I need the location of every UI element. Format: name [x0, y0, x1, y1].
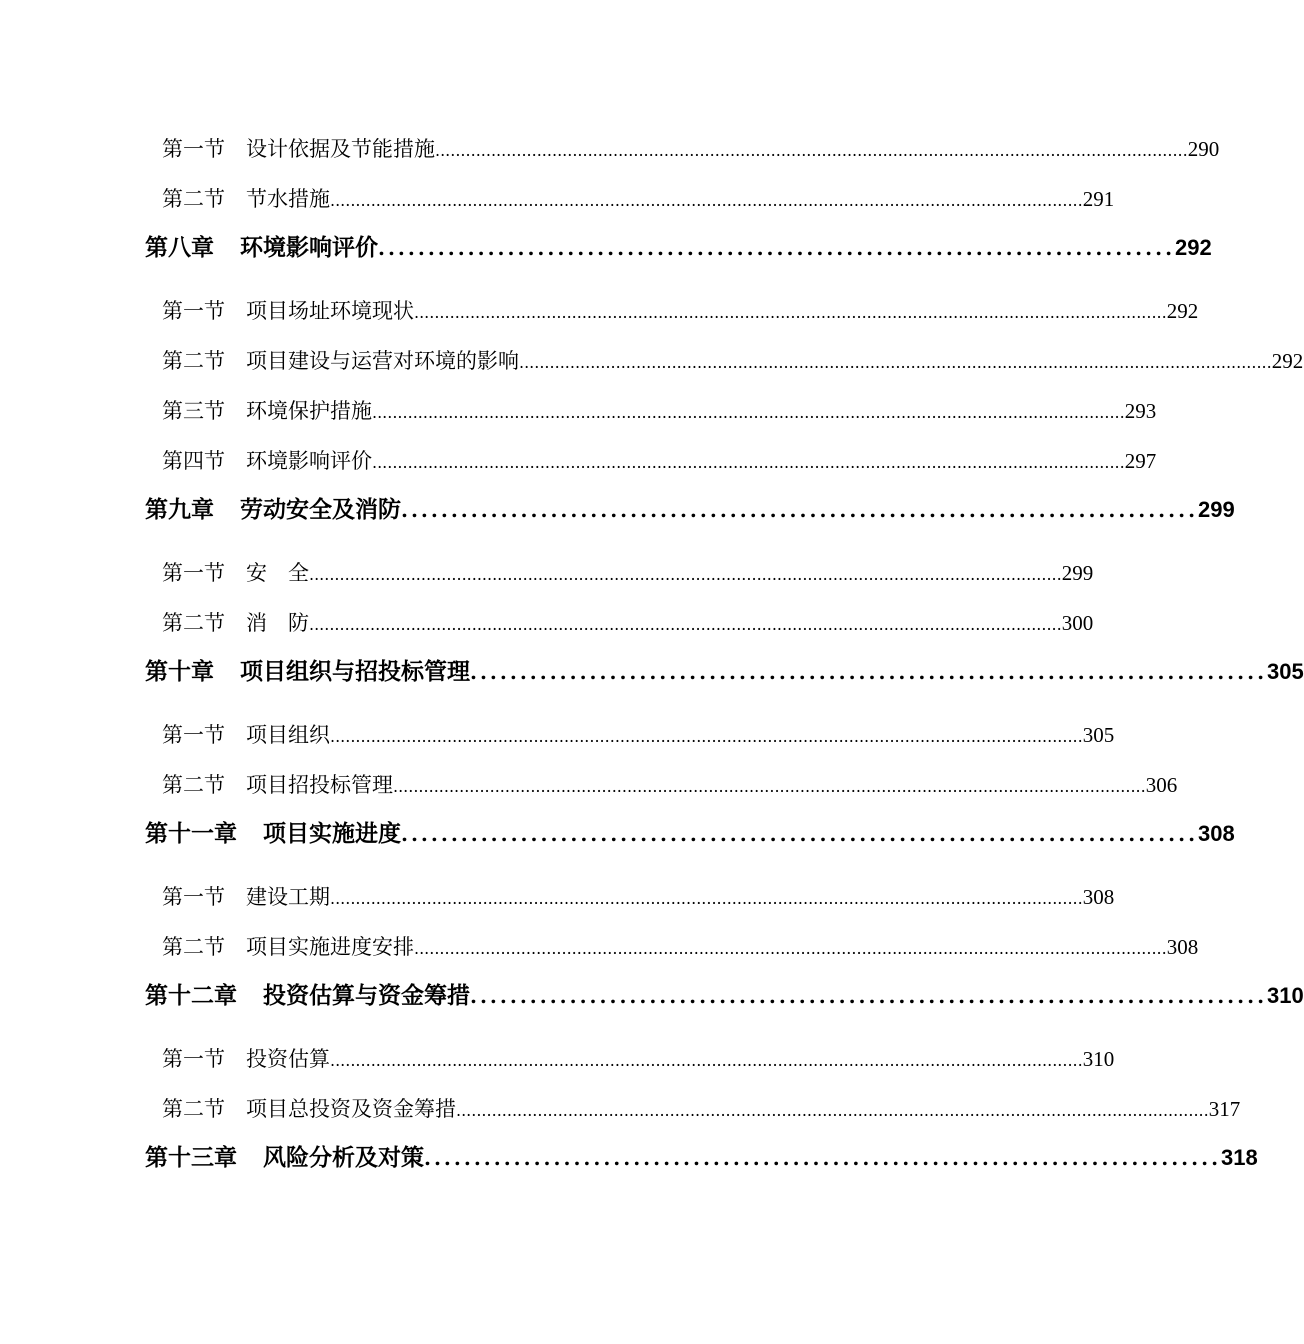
toc-entry-chapter[interactable]: [145, 817, 1235, 851]
section-title: 消 防: [246, 611, 309, 635]
chapter-title: 风险分析及对策: [263, 1144, 424, 1171]
page-number: 308: [1166, 935, 1199, 959]
section-number: 第二节: [162, 935, 225, 959]
toc-entry-section[interactable]: [162, 1044, 1115, 1074]
dot-leader: ....................................................................................................................................................: [309, 615, 1062, 634]
section-title: 建设工期: [246, 885, 330, 909]
dot-leader: ....................................................................................................................................................: [372, 403, 1125, 422]
chapter-title: 环境影响评价: [240, 234, 378, 261]
dot-leader: ................................................................................: [378, 236, 1176, 260]
page-number: 317: [1208, 1097, 1241, 1121]
dot-leader: ....................................................................................................................................................: [330, 1051, 1083, 1070]
section-title: 节水措施: [246, 187, 330, 211]
section-number: 第三节: [162, 399, 225, 423]
section-number: 第二节: [162, 187, 225, 211]
dot-leader: ....................................................................................................................................................: [456, 1101, 1209, 1120]
toc-entry-chapter[interactable]: [145, 979, 1304, 1013]
dot-leader: ................................................................................: [470, 660, 1268, 684]
page-number: 299: [1061, 561, 1094, 585]
toc-entry-label: [162, 608, 309, 638]
section-title: 项目场址环境现状: [246, 299, 414, 323]
page-number: 306: [1145, 773, 1178, 797]
section-title: 项目招投标管理: [246, 773, 393, 797]
dot-leader: ....................................................................................................................................................: [330, 727, 1083, 746]
page-number: 291: [1082, 187, 1115, 211]
toc-entry-label: [162, 770, 393, 800]
page-number: 318: [1221, 1145, 1258, 1170]
section-number: 第一节: [162, 561, 225, 585]
page-number: 292: [1271, 349, 1304, 373]
toc-entry-section[interactable]: [162, 720, 1115, 750]
page-number: 297: [1124, 449, 1157, 473]
page-number: 310: [1082, 1047, 1115, 1071]
toc-entry-label: [162, 396, 372, 426]
section-title: 环境影响评价: [246, 449, 372, 473]
chapter-number: 第十三章: [145, 1144, 237, 1171]
toc-entry-section[interactable]: [162, 184, 1115, 214]
dot-leader: ....................................................................................................................................................: [414, 303, 1167, 322]
toc-entry-section[interactable]: [162, 346, 1304, 376]
page-number: 292: [1175, 235, 1212, 260]
chapter-number: 第十二章: [145, 982, 237, 1009]
section-number: 第二节: [162, 349, 225, 373]
toc-entry-label: [162, 932, 414, 962]
section-number: 第一节: [162, 299, 225, 323]
toc-entry-section[interactable]: [162, 396, 1157, 426]
section-title: 设计依据及节能措施: [246, 137, 435, 161]
chapter-title: 项目组织与招投标管理: [240, 658, 470, 685]
section-number: 第一节: [162, 137, 225, 161]
section-number: 第二节: [162, 773, 225, 797]
dot-leader: ....................................................................................................................................................: [372, 453, 1125, 472]
dot-leader: ................................................................................: [424, 1146, 1222, 1170]
toc-entry-section[interactable]: [162, 134, 1220, 164]
toc-entry-label: [162, 558, 309, 588]
page-number: 293: [1124, 399, 1157, 423]
toc-entry-chapter[interactable]: [145, 231, 1212, 265]
toc-entry-label: [145, 979, 470, 1013]
toc-entry-section[interactable]: [162, 296, 1199, 326]
section-title: 项目实施进度安排: [246, 935, 414, 959]
page-number: 290: [1187, 137, 1220, 161]
toc-entry-section[interactable]: [162, 558, 1094, 588]
chapter-number: 第十章: [145, 658, 214, 685]
section-title: 安 全: [246, 561, 309, 585]
toc-entry-label: [162, 134, 435, 164]
dot-leader: ................................................................................: [401, 822, 1199, 846]
toc-entry-label: [162, 1094, 456, 1124]
dot-leader: ....................................................................................................................................................: [519, 353, 1272, 372]
dot-leader: ................................................................................: [401, 498, 1199, 522]
section-title: 项目建设与运营对环境的影响: [246, 349, 519, 373]
page-number: 310: [1267, 983, 1304, 1008]
chapter-number: 第九章: [145, 496, 214, 523]
dot-leader: ....................................................................................................................................................: [330, 889, 1083, 908]
section-title: 项目总投资及资金筹措: [246, 1097, 456, 1121]
page-number: 305: [1267, 659, 1304, 684]
toc-entry-section[interactable]: [162, 770, 1178, 800]
page-number: 299: [1198, 497, 1235, 522]
dot-leader: ....................................................................................................................................................: [414, 939, 1167, 958]
toc-entry-label: [145, 817, 401, 851]
toc-entry-chapter[interactable]: [145, 655, 1304, 689]
toc-entry-label: [145, 655, 470, 689]
toc-entry-section[interactable]: [162, 608, 1094, 638]
toc-entry-chapter[interactable]: [145, 493, 1235, 527]
toc-entry-label: [145, 493, 401, 527]
chapter-title: 项目实施进度: [263, 820, 401, 847]
toc-entry-label: [162, 1044, 330, 1074]
page-number: 308: [1082, 885, 1115, 909]
toc-entry-section[interactable]: [162, 932, 1199, 962]
toc-entry-chapter[interactable]: [145, 1141, 1258, 1175]
toc-entry-label: [162, 446, 372, 476]
page-number: 300: [1061, 611, 1094, 635]
toc-entry-section[interactable]: [162, 446, 1157, 476]
toc-entry-label: [145, 231, 378, 265]
section-title: 项目组织: [246, 723, 330, 747]
dot-leader: ................................................................................: [470, 984, 1268, 1008]
toc-entry-section[interactable]: [162, 1094, 1241, 1124]
section-number: 第一节: [162, 1047, 225, 1071]
section-number: 第二节: [162, 611, 225, 635]
chapter-title: 劳动安全及消防: [240, 496, 401, 523]
toc-entry-label: [162, 346, 519, 376]
section-title: 环境保护措施: [246, 399, 372, 423]
toc-entry-label: [162, 184, 330, 214]
chapter-number: 第十一章: [145, 820, 237, 847]
section-number: 第四节: [162, 449, 225, 473]
chapter-title: 投资估算与资金筹措: [263, 982, 470, 1009]
page-number: 305: [1082, 723, 1115, 747]
toc-entry-label: [145, 1141, 424, 1175]
toc-entry-label: [162, 882, 330, 912]
section-number: 第一节: [162, 723, 225, 747]
page-number: 308: [1198, 821, 1235, 846]
toc-entry-section[interactable]: [162, 882, 1115, 912]
chapter-number: 第八章: [145, 234, 214, 261]
page-number: 292: [1166, 299, 1199, 323]
section-number: 第二节: [162, 1097, 225, 1121]
toc-entry-label: [162, 296, 414, 326]
dot-leader: ....................................................................................................................................................: [393, 777, 1146, 796]
dot-leader: ....................................................................................................................................................: [330, 191, 1083, 210]
dot-leader: ....................................................................................................................................................: [435, 141, 1188, 160]
dot-leader: ....................................................................................................................................................: [309, 565, 1062, 584]
section-number: 第一节: [162, 885, 225, 909]
toc-entry-label: [162, 720, 330, 750]
section-title: 投资估算: [246, 1047, 330, 1071]
